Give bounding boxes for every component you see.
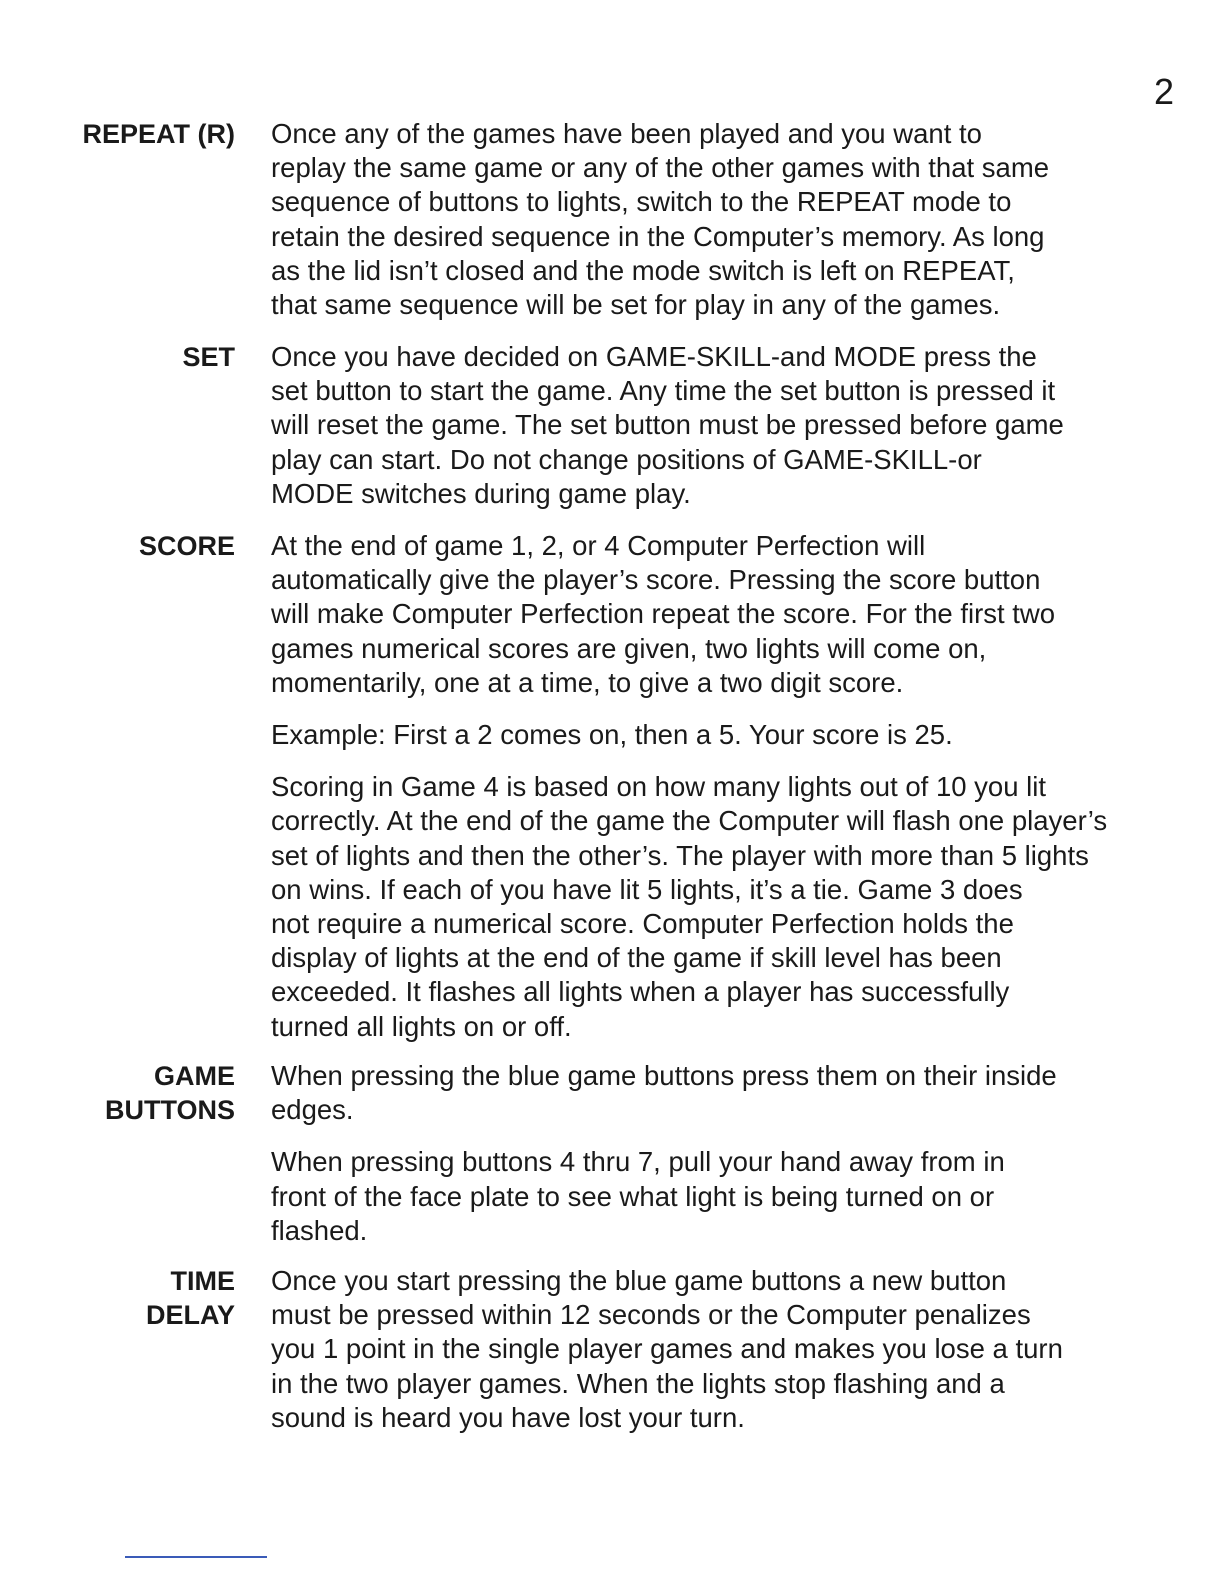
label-line: SET bbox=[182, 342, 235, 372]
label-line: REPEAT (R) bbox=[82, 119, 235, 149]
label-line: DELAY bbox=[145, 1300, 235, 1330]
text-line: in the two player games. When the lights stop flashing and a bbox=[271, 1367, 1005, 1399]
text-line: momentarily, one at a time, to give a two digit score. bbox=[271, 666, 904, 698]
text-line: MODE switches during game play. bbox=[271, 477, 691, 509]
text-line: sound is heard you have lost your turn. bbox=[271, 1401, 745, 1433]
section-body bbox=[271, 117, 1201, 322]
text-line: sequence of buttons to lights, switch to the REPEAT mode to bbox=[271, 186, 1012, 218]
label-line: SCORE bbox=[138, 531, 235, 561]
text-line: automatically give the player’s score. Pressing the score button bbox=[271, 564, 1041, 596]
text-line: set button to start the game. Any time the set button is pressed it bbox=[271, 375, 1056, 407]
text-line: display of lights at the end of the game if skill level has been bbox=[271, 942, 1002, 974]
text-line: correctly. At the end of the game the Computer will flash one player’s bbox=[271, 805, 1108, 837]
text-line: When pressing the blue game buttons press them on their inside bbox=[271, 1060, 1057, 1091]
section-label bbox=[105, 1059, 235, 1127]
label-line: TIME bbox=[170, 1266, 235, 1296]
paragraph bbox=[271, 1145, 1201, 1248]
section-body bbox=[271, 529, 1201, 1044]
text-line: set of lights and then the other’s. The player with more than 5 lights bbox=[271, 839, 1089, 871]
text-line: will make Computer Perfection repeat the score. For the first two bbox=[271, 598, 1056, 630]
text-line: you 1 point in the single player games and makes you lose a turn bbox=[271, 1333, 1063, 1365]
text-line: Example: First a 2 comes on, then a 5. Your score is 25. bbox=[271, 719, 953, 751]
text-line: games numerical scores are given, two lights will come on, bbox=[271, 632, 987, 664]
text-line: will reset the game. The set button must be pressed before game bbox=[271, 409, 1064, 441]
text-line: Once any of the games have been played and you want to bbox=[271, 118, 982, 149]
text-line: replay the same game or any of the other games with that same bbox=[271, 152, 1050, 184]
text-line: flashed. bbox=[271, 1214, 368, 1246]
paragraph bbox=[271, 1059, 1201, 1127]
paragraph bbox=[271, 718, 1201, 752]
paragraph bbox=[271, 770, 1201, 1044]
section-body bbox=[271, 1264, 1201, 1435]
text-line: Once you start pressing the blue game buttons a new button bbox=[271, 1265, 1007, 1296]
text-line: as the lid isn’t closed and the mode switch is left on REPEAT, bbox=[271, 254, 1015, 286]
text-line: retain the desired sequence in the Computer’s memory. As long bbox=[271, 220, 1045, 252]
paragraph bbox=[271, 340, 1201, 511]
paragraph bbox=[271, 529, 1201, 700]
text-line: must be pressed within 12 seconds or the Computer penalizes bbox=[271, 1299, 1031, 1331]
section-label bbox=[83, 117, 236, 151]
text-line: At the end of game 1, 2, or 4 Computer Perfection will bbox=[271, 530, 926, 561]
section-body bbox=[271, 1059, 1201, 1248]
section-label bbox=[139, 529, 235, 563]
label-line: GAME bbox=[154, 1061, 235, 1091]
text-line: edges. bbox=[271, 1094, 354, 1126]
text-line: Once you have decided on GAME-SKILL-and MODE press the bbox=[271, 341, 1037, 372]
section-label bbox=[182, 340, 235, 374]
text-line: turned all lights on or off. bbox=[271, 1010, 572, 1042]
text-line: Scoring in Game 4 is based on how many lights out of 10 you lit bbox=[271, 771, 1047, 803]
text-line: on wins. If each of you have lit 5 lights, it’s a tie. Game 3 does bbox=[271, 873, 1023, 905]
paragraph bbox=[271, 1264, 1201, 1435]
section-label bbox=[146, 1264, 235, 1332]
page-number: 2 bbox=[1153, 71, 1174, 112]
text-line: play can start. Do not change positions of GAME-SKILL-or bbox=[271, 443, 982, 475]
footer-rule bbox=[125, 1556, 267, 1558]
paragraph bbox=[271, 117, 1201, 322]
section-body bbox=[271, 340, 1201, 511]
text-line: front of the face plate to see what light is being turned on or bbox=[271, 1180, 995, 1212]
text-line: When pressing buttons 4 thru 7, pull your hand away from in bbox=[271, 1146, 1005, 1178]
text-line: not require a numerical score. Computer Perfection holds the bbox=[271, 908, 1014, 940]
text-line: that same sequence will be set for play in any of the games. bbox=[271, 289, 1001, 321]
text-line: exceeded. It flashes all lights when a player has successfully bbox=[271, 976, 1010, 1008]
label-line: BUTTONS bbox=[104, 1095, 235, 1125]
